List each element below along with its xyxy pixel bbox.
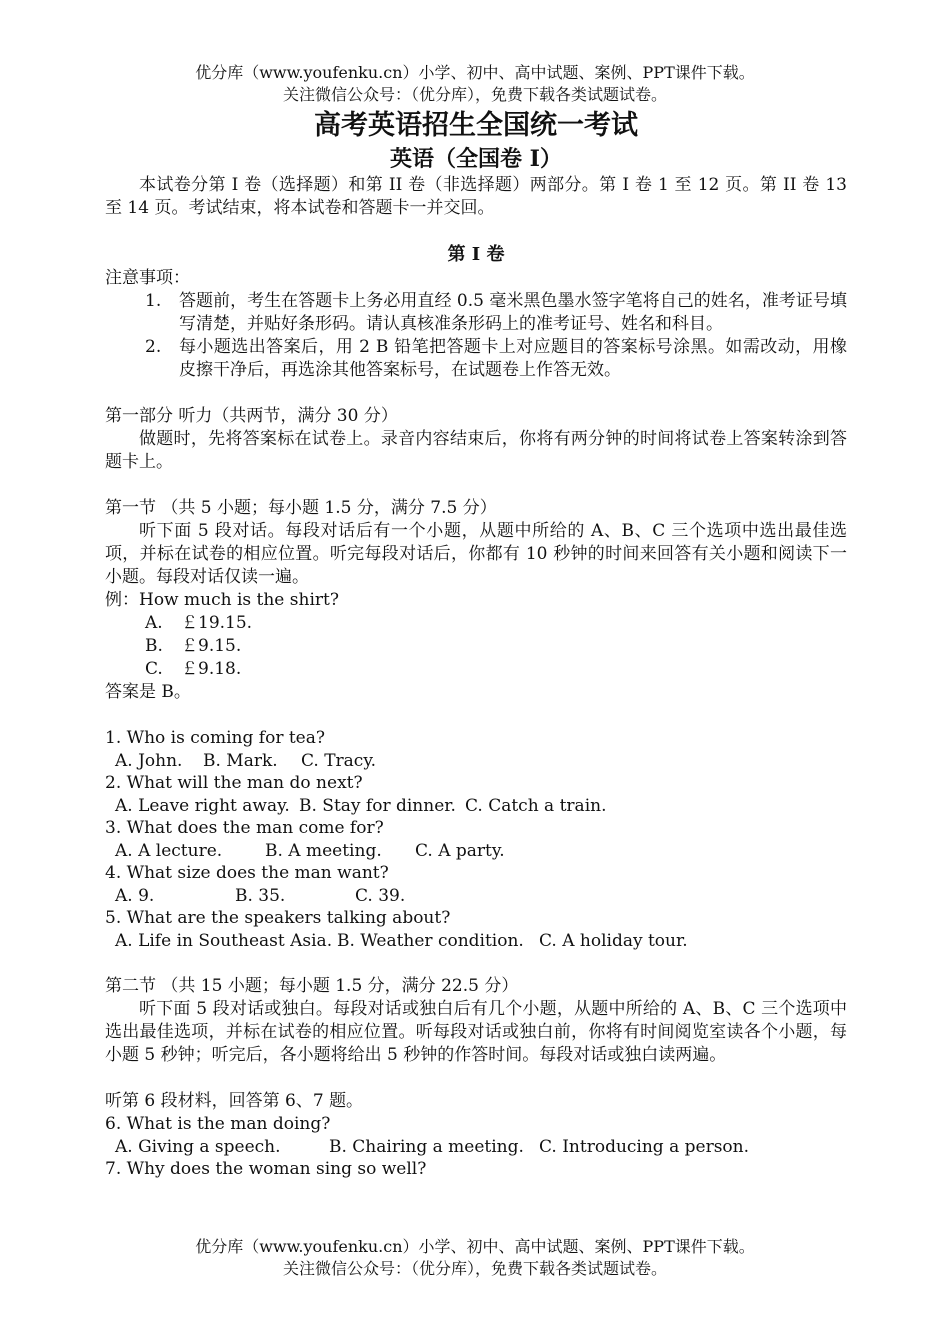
header-line-2: 关注微信公众号：（优分库），免费下载各类试题试卷。 xyxy=(282,85,667,104)
notice-number: 2. xyxy=(145,337,162,357)
spacer xyxy=(105,220,847,243)
example-answer: 答案是 B。 xyxy=(105,682,191,702)
option-label: A. xyxy=(145,613,163,633)
notice-item xyxy=(145,336,847,382)
spacer xyxy=(105,704,847,727)
spacer xyxy=(105,952,847,975)
example-question: 例：How much is the shirt? xyxy=(105,590,339,610)
part1-heading: 第一部分 听力（共两节，满分 30 分） xyxy=(105,406,398,426)
option-b: B. 35. xyxy=(235,885,286,906)
notice-number: 1. xyxy=(145,291,162,311)
spacer xyxy=(105,1067,847,1090)
page-header xyxy=(0,62,950,106)
spacer xyxy=(105,474,847,497)
question-3-options xyxy=(115,840,847,863)
option-b: B. Chairing a meeting. xyxy=(329,1136,524,1157)
option-a: A. A lecture. xyxy=(115,840,223,861)
question-6-options xyxy=(115,1136,847,1159)
question-2: 2. What will the man do next? xyxy=(105,773,363,793)
option-c: C. Tracy. xyxy=(301,750,377,771)
question-6: 6. What is the man doing? xyxy=(105,1114,331,1134)
option-text: ￡19.15. xyxy=(181,613,253,633)
section2-heading: 第二节 （共 15 小题；每小题 1.5 分，满分 22.5 分） xyxy=(105,976,519,996)
spacer xyxy=(105,382,847,405)
option-c: C. Catch a train. xyxy=(465,795,607,816)
option-a: A. Giving a speech. xyxy=(115,1136,281,1157)
exam-title: 高考英语招生全国统一考试 xyxy=(314,110,638,141)
option-c: C. 39. xyxy=(355,885,406,906)
option-c: C. A holiday tour. xyxy=(539,930,688,951)
section2-description: 听下面 5 段对话或独白。每段对话或独白后有几个小题，从题中所给的 A、B、C 三个选项中选出最佳选项，并标在试卷的相应位置。听每段对话或独白前，你将有时间阅览室读各个小题，每小题 5 秒钟；听完后，各小题将给出 5 秒钟的作答时间。每段对话或独白读两遍。 xyxy=(105,999,847,1065)
question-5-options xyxy=(115,930,847,953)
question-4-options xyxy=(115,885,847,908)
exam-subtitle: 英语（全国卷 I） xyxy=(390,146,562,172)
option-a: A. 9. xyxy=(115,885,155,906)
option-c: C. A party. xyxy=(415,840,505,861)
page-footer xyxy=(0,1236,950,1280)
example-option xyxy=(145,635,847,658)
document-body xyxy=(105,108,847,1181)
option-text: ￡9.15. xyxy=(181,636,242,656)
option-b: B. Stay for dinner. xyxy=(299,795,456,816)
header-line-1: 优分库（www.youfenku.cn）小学、初中、高中试题、案例、PPT课件下载。 xyxy=(195,63,755,82)
example-option xyxy=(145,612,847,635)
question-5: 5. What are the speakers talking about? xyxy=(105,908,451,928)
option-b: B. A meeting. xyxy=(265,840,382,861)
notice-heading: 注意事项： xyxy=(105,268,190,288)
notice-text: 每小题选出答案后，用 2 B 铅笔把答题卡上对应题目的答案标号涂黑。如需改动，用橡皮擦干净后，再选涂其他答案标号，在试题卷上作答无效。 xyxy=(179,337,847,380)
option-b: B. Weather condition. xyxy=(337,930,524,951)
question-1-options xyxy=(115,750,847,773)
example-option xyxy=(145,658,847,681)
question-7: 7. Why does the woman sing so well? xyxy=(105,1159,427,1179)
volume-title: 第 I 卷 xyxy=(447,244,505,265)
footer-line-2: 关注微信公众号：（优分库），免费下载各类试题试卷。 xyxy=(282,1259,667,1278)
option-a: A. Leave right away. xyxy=(115,795,290,816)
section1-description: 听下面 5 段对话。每段对话后有一个小题，从题中所给的 A、B、C 三个选项中选出最佳选项，并标在试卷的相应位置。听完每段对话后，你都有 10 秒钟的时间来回答有关小题和阅读下一小题。每段对话仅读一遍。 xyxy=(105,521,847,587)
option-a: A. Life in Southeast Asia. xyxy=(115,930,333,951)
option-label: C. xyxy=(145,659,163,679)
material-instruction: 听第 6 段材料，回答第 6、7 题。 xyxy=(105,1091,364,1111)
option-a: A. John. xyxy=(115,750,183,771)
question-4: 4. What size does the man want? xyxy=(105,863,389,883)
question-2-options xyxy=(115,795,847,818)
option-label: B. xyxy=(145,636,163,656)
question-3: 3. What does the man come for? xyxy=(105,818,384,838)
option-b: B. Mark. xyxy=(203,750,278,771)
notice-item xyxy=(145,290,847,336)
notice-text: 答题前，考生在答题卡上务必用直经 0.5 毫米黑色墨水签字笔将自己的姓名，准考证号填写清楚，并贴好条形码。请认真核准条形码上的准考证号、姓名和科目。 xyxy=(179,291,847,334)
option-text: ￡9.18. xyxy=(181,659,242,679)
section1-heading: 第一节 （共 5 小题；每小题 1.5 分，满分 7.5 分） xyxy=(105,498,497,518)
option-c: C. Introducing a person. xyxy=(539,1136,750,1157)
question-1: 1. Who is coming for tea? xyxy=(105,728,325,748)
footer-line-1: 优分库（www.youfenku.cn）小学、初中、高中试题、案例、PPT课件下载。 xyxy=(195,1237,755,1256)
part1-description: 做题时，先将答案标在试卷上。录音内容结束后，你将有两分钟的时间将试卷上答案转涂到答题卡上。 xyxy=(105,429,847,472)
intro-paragraph: 本试卷分第 I 卷（选择题）和第 II 卷（非选择题）两部分。第 I 卷 1 至 12 页。第 II 卷 13 至 14 页。考试结束，将本试卷和答题卡一并交回。 xyxy=(105,175,847,218)
